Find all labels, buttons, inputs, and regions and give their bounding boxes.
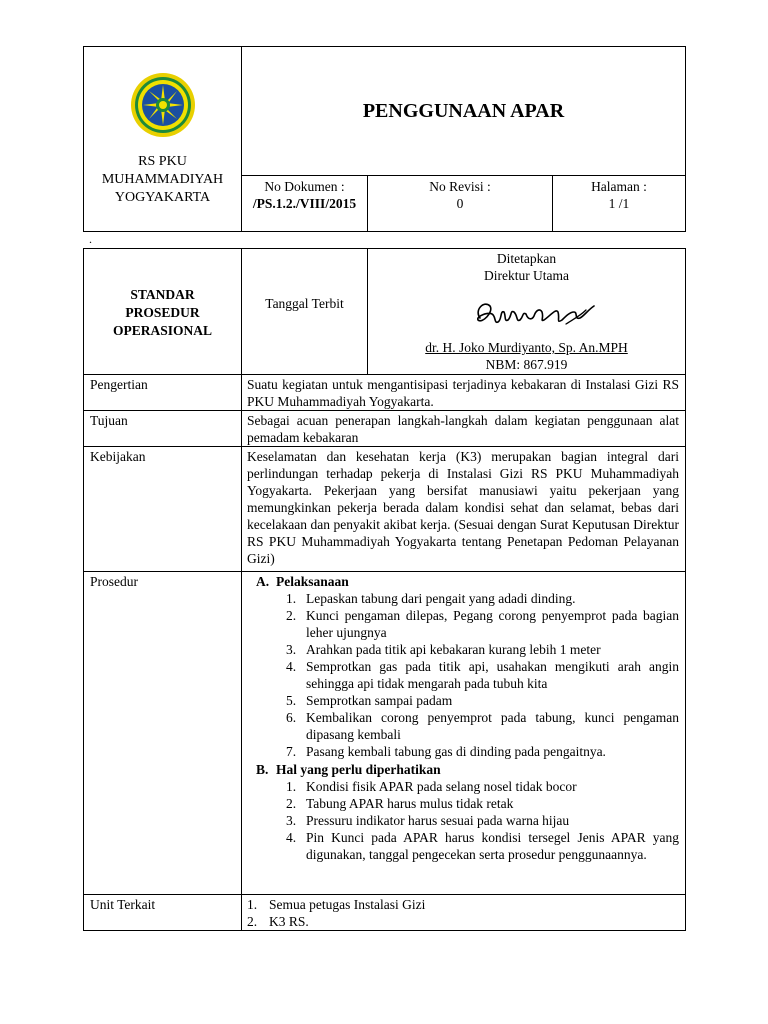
signature-icon [470, 290, 600, 336]
list-item-text: Kembalikan corong penyemprot pada tabung, kunci pengaman dipasang kembali [306, 710, 679, 742]
page-value: 1 /1 [608, 196, 630, 211]
page-label: Halaman : [591, 179, 647, 194]
list-item-text: Kunci pengaman dilepas, Pegang corong penyemprot pada bagian leher ujungnya [306, 608, 679, 640]
page-cell [553, 178, 685, 212]
list-item [279, 658, 679, 692]
list-item-number: 2. [286, 608, 297, 623]
signature-image [470, 290, 600, 336]
signatory-nbm: NBM: 867.919 [485, 357, 568, 372]
list-item-number: 6. [286, 710, 297, 725]
stray-mark: . [89, 232, 92, 246]
revision-cell [368, 178, 552, 212]
list-item-number: 1. [286, 591, 297, 606]
pengertian-text: Suatu kegiatan untuk mengantisipasi terjadinya kebakaran di Instalasi Gizi RS PKU Muhammadiyah Yogyakarta. [247, 377, 679, 409]
list-item-number: 3. [286, 642, 297, 657]
list-item-text: Semprotkan sampai padam [306, 693, 453, 708]
list-item-text: Arahkan pada titik api kebakaran kurang lebih 1 meter [306, 642, 601, 657]
list-item-text: Semprotkan gas pada titik api, usahakan mengikuti arah angin sehingga api tidak mengarah pada tubuh kita [306, 659, 679, 691]
doc-number-label: No Dokumen : [264, 179, 345, 194]
procedure-section-a [247, 573, 679, 863]
list-item [247, 896, 679, 913]
list-item-text: Pin Kunci pada APAR harus kondisi tersegel Jenis APAR yang digunakan, tanggal pengecekan serta prosedur penggunaannya. [306, 830, 679, 862]
kebijakan-text: Keselamatan dan kesehatan kerja (K3) merupakan bagian integral dari perlindungan terhadap pekerja di Instalasi Gizi RS PKU Muhammadiyah Yogyakarta. Pekerjaan yang bersifat manusiawi yaitu pekerjaan yang memungkinkan pekerja berada dalam kondisi sehat dan selamat, bebas dari kecelakaan dan penyakit akibat kerja. (Sesuai dengan Surat Keputusan Direktur RS PKU Muhammadiyah Yogyakarta tentang Penetapan Pedoman Pelayanan Gizi) [247, 449, 679, 566]
list-item-text: Kondisi fisik APAR pada selang nosel tidak bocor [306, 779, 577, 794]
row-label-prosedur: Prosedur [90, 574, 138, 589]
signatory-name: dr. H. Joko Murdiyanto, Sp. An.MPH [425, 340, 628, 355]
list-item [279, 692, 679, 709]
row-label-tujuan: Tujuan [90, 413, 128, 428]
list-item-number: 3. [286, 813, 297, 828]
revision-value: 0 [456, 196, 464, 211]
list-item [279, 590, 679, 607]
list-item-number: 4. [286, 659, 297, 674]
section-b-heading [247, 761, 679, 778]
section-a-title: Pelaksanaan [276, 574, 349, 589]
list-item-number: 7. [286, 744, 297, 759]
list-item-text: Pasang kembali tabung gas di dinding pada pengaitnya. [306, 744, 606, 759]
hospital-logo [130, 72, 196, 138]
list-item-text: Pressuru indikator harus sesuai pada warna hijau [306, 813, 570, 828]
list-item [279, 607, 679, 641]
org-name-line: RS PKU [138, 154, 187, 169]
org-name [84, 153, 241, 207]
list-item [279, 812, 679, 829]
list-item-text: Semua petugas Instalasi Gizi [269, 897, 426, 912]
sop-label-line: OPERASIONAL [112, 323, 212, 338]
list-item-number: 4. [286, 830, 297, 845]
section-b-list [247, 778, 679, 863]
issue-date-label: Tanggal Terbit [265, 296, 344, 311]
revision-label: No Revisi : [429, 179, 491, 194]
sop-label [84, 286, 241, 340]
document-title: PENGGUNAAN APAR [362, 100, 565, 122]
section-a-list [247, 590, 679, 760]
doc-number-cell [242, 178, 367, 212]
sop-label-line: PROSEDUR [125, 305, 200, 320]
row-label-unit-terkait: Unit Terkait [90, 897, 156, 912]
org-name-line: MUHAMMADIYAH [101, 172, 224, 187]
section-b-marker: B. [256, 762, 269, 777]
section-b-title: Hal yang perlu diperhatikan [276, 762, 441, 777]
list-item-text: Lepaskan tabung dari pengait yang adadi dinding. [306, 591, 576, 606]
list-item-text: Tabung APAR harus mulus tidak retak [306, 796, 514, 811]
approver-role: Direktur Utama [483, 268, 570, 283]
list-item [279, 709, 679, 743]
approval-cell [368, 250, 685, 284]
list-item-number: 1. [286, 779, 297, 794]
sop-label-line: STANDAR [130, 287, 195, 302]
section-a-marker: A. [256, 574, 270, 589]
org-name-line: YOGYAKARTA [114, 190, 211, 205]
signatory-block [368, 339, 685, 373]
list-item-number: 5. [286, 693, 297, 708]
unit-terkait-list [247, 896, 679, 930]
set-by-label: Ditetapkan [496, 251, 557, 266]
unit-list [247, 896, 679, 930]
list-item [279, 743, 679, 760]
tujuan-text: Sebagai acuan penerapan langkah-langkah dalam kegiatan penggunaan alat pemadam kebakaran [247, 413, 679, 445]
list-item-number: 2. [247, 914, 258, 929]
list-item-text: K3 RS. [269, 914, 309, 929]
row-label-pengertian: Pengertian [90, 377, 148, 392]
list-item-number: 1. [247, 897, 258, 912]
list-item [247, 913, 679, 930]
doc-number-value: /PS.1.2./VIII/2015 [252, 196, 357, 211]
sun-emblem-icon [130, 72, 196, 138]
list-item [279, 778, 679, 795]
list-item [279, 641, 679, 658]
section-a-heading [247, 573, 679, 590]
list-item-number: 2. [286, 796, 297, 811]
row-label-kebijakan: Kebijakan [90, 449, 146, 464]
list-item [279, 829, 679, 863]
list-item [279, 795, 679, 812]
